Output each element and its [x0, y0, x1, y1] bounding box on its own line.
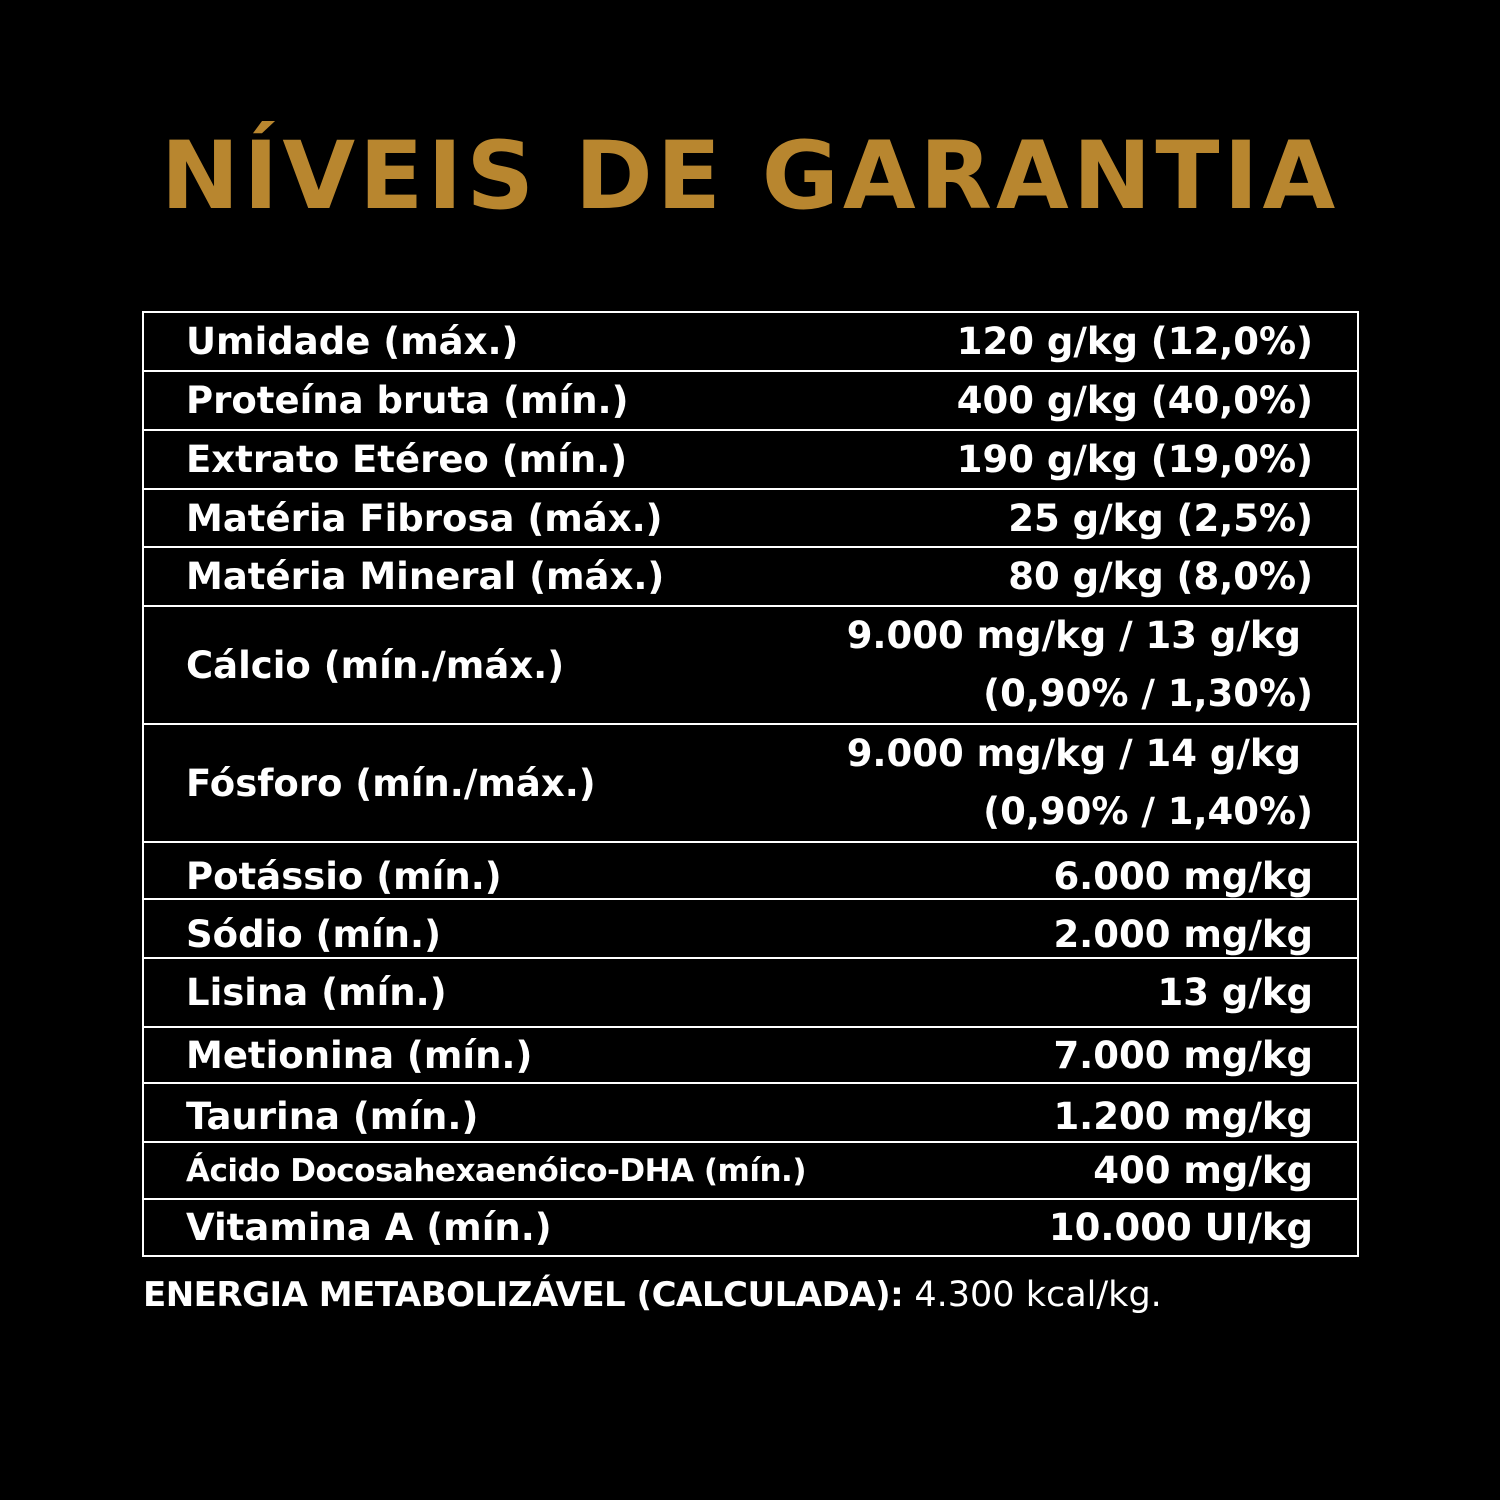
table-row	[144, 313, 1357, 372]
row-label: Metionina (mín.)	[186, 1033, 533, 1077]
row-label: Potássio (mín.)	[186, 855, 502, 898]
row-value: 400 mg/kg	[1093, 1149, 1313, 1192]
row-value	[847, 725, 1313, 841]
energy-label: ENERGIA METABOLIZÁVEL (CALCULADA):	[143, 1275, 904, 1315]
row-value	[847, 607, 1313, 723]
table-row	[144, 1143, 1357, 1200]
table-row	[144, 725, 1357, 843]
row-value-line2: (0,90% / 1,30%)	[983, 672, 1313, 715]
row-value-line1: 9.000 mg/kg / 13 g/kg	[846, 614, 1301, 657]
row-label: Fósforo (mín./máx.)	[186, 761, 596, 805]
row-label: Vitamina A (mín.)	[186, 1206, 552, 1249]
row-label: Cálcio (mín./máx.)	[186, 643, 565, 687]
row-value: 190 g/kg (19,0%)	[956, 438, 1313, 481]
row-value: 7.000 mg/kg	[1053, 1033, 1313, 1077]
row-value: 120 g/kg (12,0%)	[956, 320, 1313, 363]
row-value: 1.200 mg/kg	[1053, 1095, 1313, 1138]
table-row	[144, 843, 1357, 900]
energy-note	[143, 1270, 1162, 1320]
row-label: Ácido Docosahexaenóico-DHA (mín.)	[186, 1152, 806, 1189]
page-title: NÍVEIS DE GARANTIA	[160, 122, 1340, 231]
table-row	[144, 490, 1357, 548]
row-label: Taurina (mín.)	[186, 1095, 479, 1138]
table-row	[144, 431, 1357, 490]
row-value: 10.000 UI/kg	[1048, 1206, 1313, 1249]
table-row	[144, 607, 1357, 725]
row-label: Proteína bruta (mín.)	[186, 379, 629, 422]
row-label: Sódio (mín.)	[186, 913, 441, 956]
row-value: 6.000 mg/kg	[1053, 855, 1313, 898]
energy-value: 4.300 kcal/kg.	[903, 1275, 1162, 1315]
table-row	[144, 1200, 1357, 1255]
table-row	[144, 372, 1357, 431]
table-row	[144, 1028, 1357, 1084]
row-value-line2: (0,90% / 1,40%)	[983, 790, 1313, 833]
table-row	[144, 548, 1357, 607]
table-row	[144, 1084, 1357, 1143]
row-value: 2.000 mg/kg	[1053, 913, 1313, 956]
row-value: 80 g/kg (8,0%)	[1008, 555, 1313, 598]
row-value: 13 g/kg	[1157, 971, 1313, 1014]
row-label: Umidade (máx.)	[186, 320, 519, 363]
row-label: Extrato Etéreo (mín.)	[186, 438, 628, 481]
table-row	[144, 959, 1357, 1028]
row-value: 25 g/kg (2,5%)	[1008, 496, 1313, 540]
table-row	[144, 900, 1357, 959]
row-value-line1: 9.000 mg/kg / 14 g/kg	[846, 732, 1301, 775]
row-label: Matéria Mineral (máx.)	[186, 555, 665, 598]
row-label: Lisina (mín.)	[186, 971, 447, 1014]
guarantee-table	[142, 311, 1359, 1257]
row-value: 400 g/kg (40,0%)	[956, 379, 1313, 422]
row-label: Matéria Fibrosa (máx.)	[186, 496, 663, 540]
